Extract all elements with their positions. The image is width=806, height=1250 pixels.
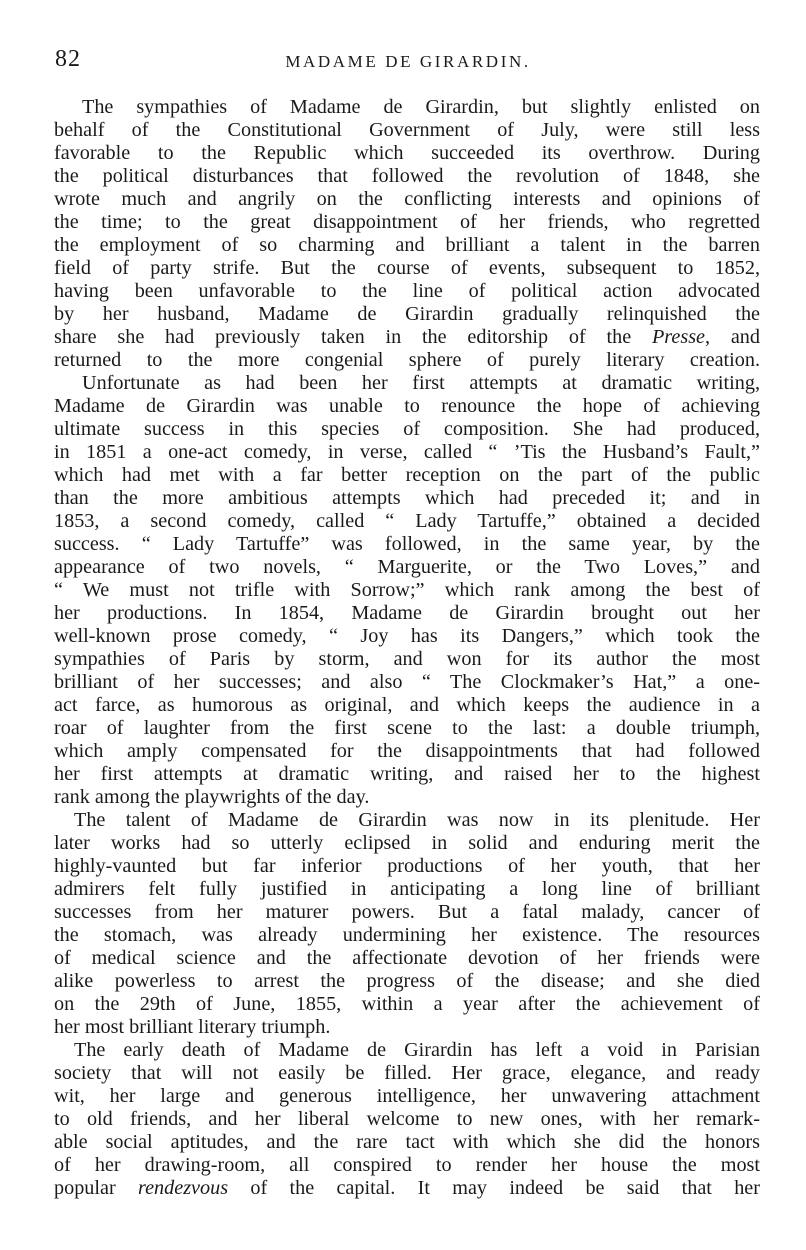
text-line: highly-vaunted but far inferior productions of her youth, that her: [54, 855, 760, 877]
text-line: which had met with a far better reception on the part of the public: [54, 464, 760, 486]
text-line: the employment of so charming and brilliant a talent in the barren: [54, 234, 760, 256]
text-line: “ We must not trifle with Sorrow;” which rank among the best of: [54, 579, 760, 601]
running-head: MADAME DE GIRARDIN.: [285, 52, 531, 71]
text-line: which amply compensated for the disappointments that had followed: [54, 740, 760, 762]
text-line: well-known prose comedy, “ Joy has its Dangers,” which took the: [54, 625, 760, 647]
page-number: 82: [55, 46, 81, 72]
text-line: wit, her large and generous intelligence, her unwavering attachment: [54, 1085, 760, 1107]
text-line: of medical science and the affectionate devotion of her friends were: [54, 947, 760, 969]
text-line: The sympathies of Madame de Girardin, but slightly enlisted on: [82, 96, 760, 118]
text-line: her first attempts at dramatic writing, and raised her to the highest: [54, 763, 760, 785]
text-line: rank among the playwrights of the day.: [54, 786, 370, 808]
text-line: by her husband, Madame de Girardin gradually relinquished the: [54, 303, 760, 325]
text-line: behalf of the Constitutional Government of July, were still less: [54, 119, 760, 141]
text-line: Unfortunate as had been her first attempts at dramatic writing,: [82, 372, 760, 394]
text-line: act farce, as humorous as original, and which keeps the audience in a: [54, 694, 760, 716]
text-line: the political disturbances that followed the revolution of 1848, she: [54, 165, 760, 187]
text-line: returned to the more congenial sphere of purely literary creation.: [54, 349, 760, 371]
text-line: admirers felt fully justified in anticipating a long line of brilliant: [54, 878, 760, 900]
body-text: [54, 96, 760, 1200]
text-line: later works had so utterly eclipsed in solid and enduring merit the: [54, 832, 760, 854]
paragraph: [54, 809, 760, 1039]
page-header: [55, 46, 761, 86]
text-line: successes from her maturer powers. But a fatal malady, cancer of: [54, 901, 760, 923]
text-line: her most brilliant literary triumph.: [54, 1016, 331, 1038]
text-line: than the more ambitious attempts which had preceded it; and in: [54, 487, 760, 509]
paragraph: [54, 1039, 760, 1200]
text-line: wrote much and angrily on the conflicting interests and opinions of: [54, 188, 760, 210]
paragraph: [54, 372, 760, 809]
text-line: 1853, a second comedy, called “ Lady Tartuffe,” obtained a decided: [54, 510, 760, 532]
text-line: brilliant of her successes; and also “ The Clockmaker’s Hat,” a one-: [54, 671, 760, 693]
text-line: her productions. In 1854, Madame de Girardin brought out her: [54, 602, 760, 624]
text-line: of her drawing-room, all conspired to render her house the most: [54, 1154, 760, 1176]
text-line: favorable to the Republic which succeeded its overthrow. During: [54, 142, 760, 164]
text-line: society that will not easily be filled. Her grace, elegance, and ready: [54, 1062, 760, 1084]
text-line: roar of laughter from the first scene to the last: a double triumph,: [54, 717, 760, 739]
text-line: sympathies of Paris by storm, and won for its author the most: [54, 648, 760, 670]
text-line: alike powerless to arrest the progress of the disease; and she died: [54, 970, 760, 992]
text-line: ultimate success in this species of composition. She had produced,: [54, 418, 760, 440]
text-line: having been unfavorable to the line of political action advocated: [54, 280, 760, 302]
text-line: to old friends, and her liberal welcome to new ones, with her remark-: [54, 1108, 760, 1130]
text-line: appearance of two novels, “ Marguerite, or the Two Loves,” and: [54, 556, 760, 578]
italic-term: Presse: [651, 326, 706, 348]
text-line: Madame de Girardin was unable to renounce the hope of achieving: [54, 395, 760, 417]
text-line: The early death of Madame de Girardin has left a void in Parisian: [74, 1039, 760, 1061]
text-line: the time; to the great disappointment of her friends, who regretted: [54, 211, 760, 233]
italic-term: rendezvous: [137, 1177, 229, 1199]
text-line: in 1851 a one-act comedy, in verse, called “ ’Tis the Husband’s Fault,”: [54, 441, 760, 463]
text-line: The talent of Madame de Girardin was now in its plenitude. Her: [74, 809, 760, 831]
text-line: field of party strife. But the course of events, subsequent to 1852,: [54, 257, 760, 279]
paragraph: [54, 96, 760, 372]
text-line: on the 29th of June, 1855, within a year after the achievement of: [54, 993, 760, 1015]
text-line: success. “ Lady Tartuffe” was followed, in the same year, by the: [54, 533, 760, 555]
text-line: share she had previously taken in the editorship of the Presse, and: [54, 326, 760, 348]
text-line: the stomach, was already undermining her existence. The resources: [54, 924, 760, 946]
text-line: able social aptitudes, and the rare tact with which she did the honors: [54, 1131, 760, 1153]
text-line: popular rendezvous of the capital. It may indeed be said that her: [54, 1177, 760, 1199]
